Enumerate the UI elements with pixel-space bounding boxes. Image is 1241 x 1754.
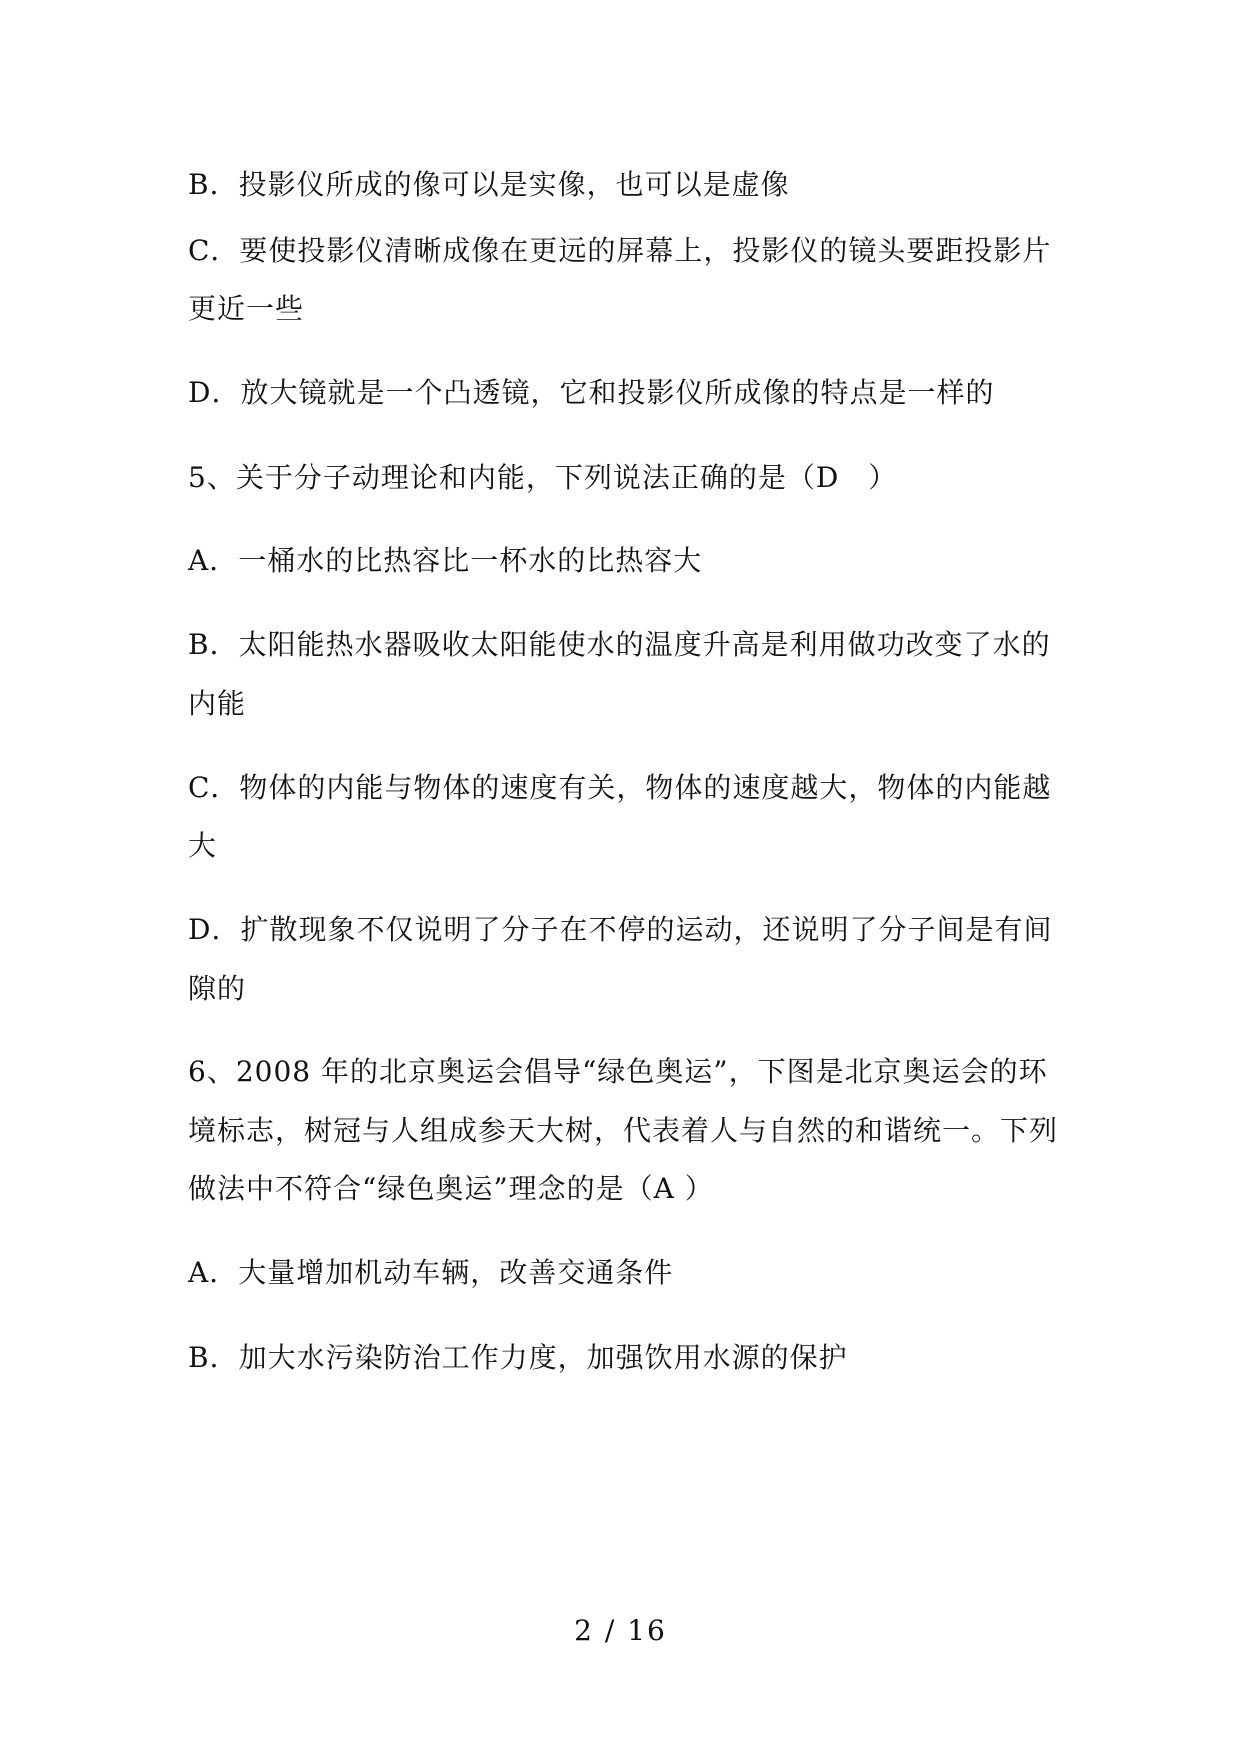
option-b-q4: B．投影仪所成的像可以是实像，也可以是虚像: [188, 168, 790, 201]
question-6-line2: 境标志，树冠与人组成参天大树，代表着人与自然的和谐统一。下列: [188, 1114, 1059, 1147]
option-c-q5-line1: C．物体的内能与物体的速度有关，物体的速度越大，物体的内能越: [188, 771, 1052, 804]
option-c-q5-line2: 大: [188, 829, 218, 862]
page-number: 2 / 16: [574, 1614, 667, 1647]
option-b-q6: B．加大水污染防治工作力度，加强饮用水源的保护: [188, 1341, 848, 1374]
option-d-q5-line2: 隙的: [188, 972, 247, 1005]
question-6-line3: 做法中不符合“绿色奥运”理念的是（A ）: [188, 1172, 714, 1205]
option-d-q4: D．放大镜就是一个凸透镜，它和投影仪所成像的特点是一样的: [188, 376, 995, 409]
option-a-q6: A．大量增加机动车辆，改善交通条件: [188, 1256, 674, 1289]
option-d-q5-line1: D．扩散现象不仅说明了分子在不停的运动，还说明了分子间是有间: [188, 913, 1053, 946]
question-6-line1: 6、2008 年的北京奥运会倡导“绿色奥运”，下图是北京奥运会的环: [188, 1055, 1048, 1088]
question-5: 5、关于分子动理论和内能，下列说法正确的是（D ）: [188, 461, 898, 494]
option-b-q5-line2: 内能: [188, 687, 247, 720]
option-a-q5: A．一桶水的比热容比一杯水的比热容大: [188, 544, 703, 577]
option-b-q5-line1: B．太阳能热水器吸收太阳能使水的温度升高是利用做功改变了水的: [188, 628, 1051, 661]
option-c-q4-line1: C．要使投影仪清晰成像在更远的屏幕上，投影仪的镜头要距投影片: [188, 234, 1052, 267]
option-c-q4-line2: 更近一些: [188, 292, 305, 325]
